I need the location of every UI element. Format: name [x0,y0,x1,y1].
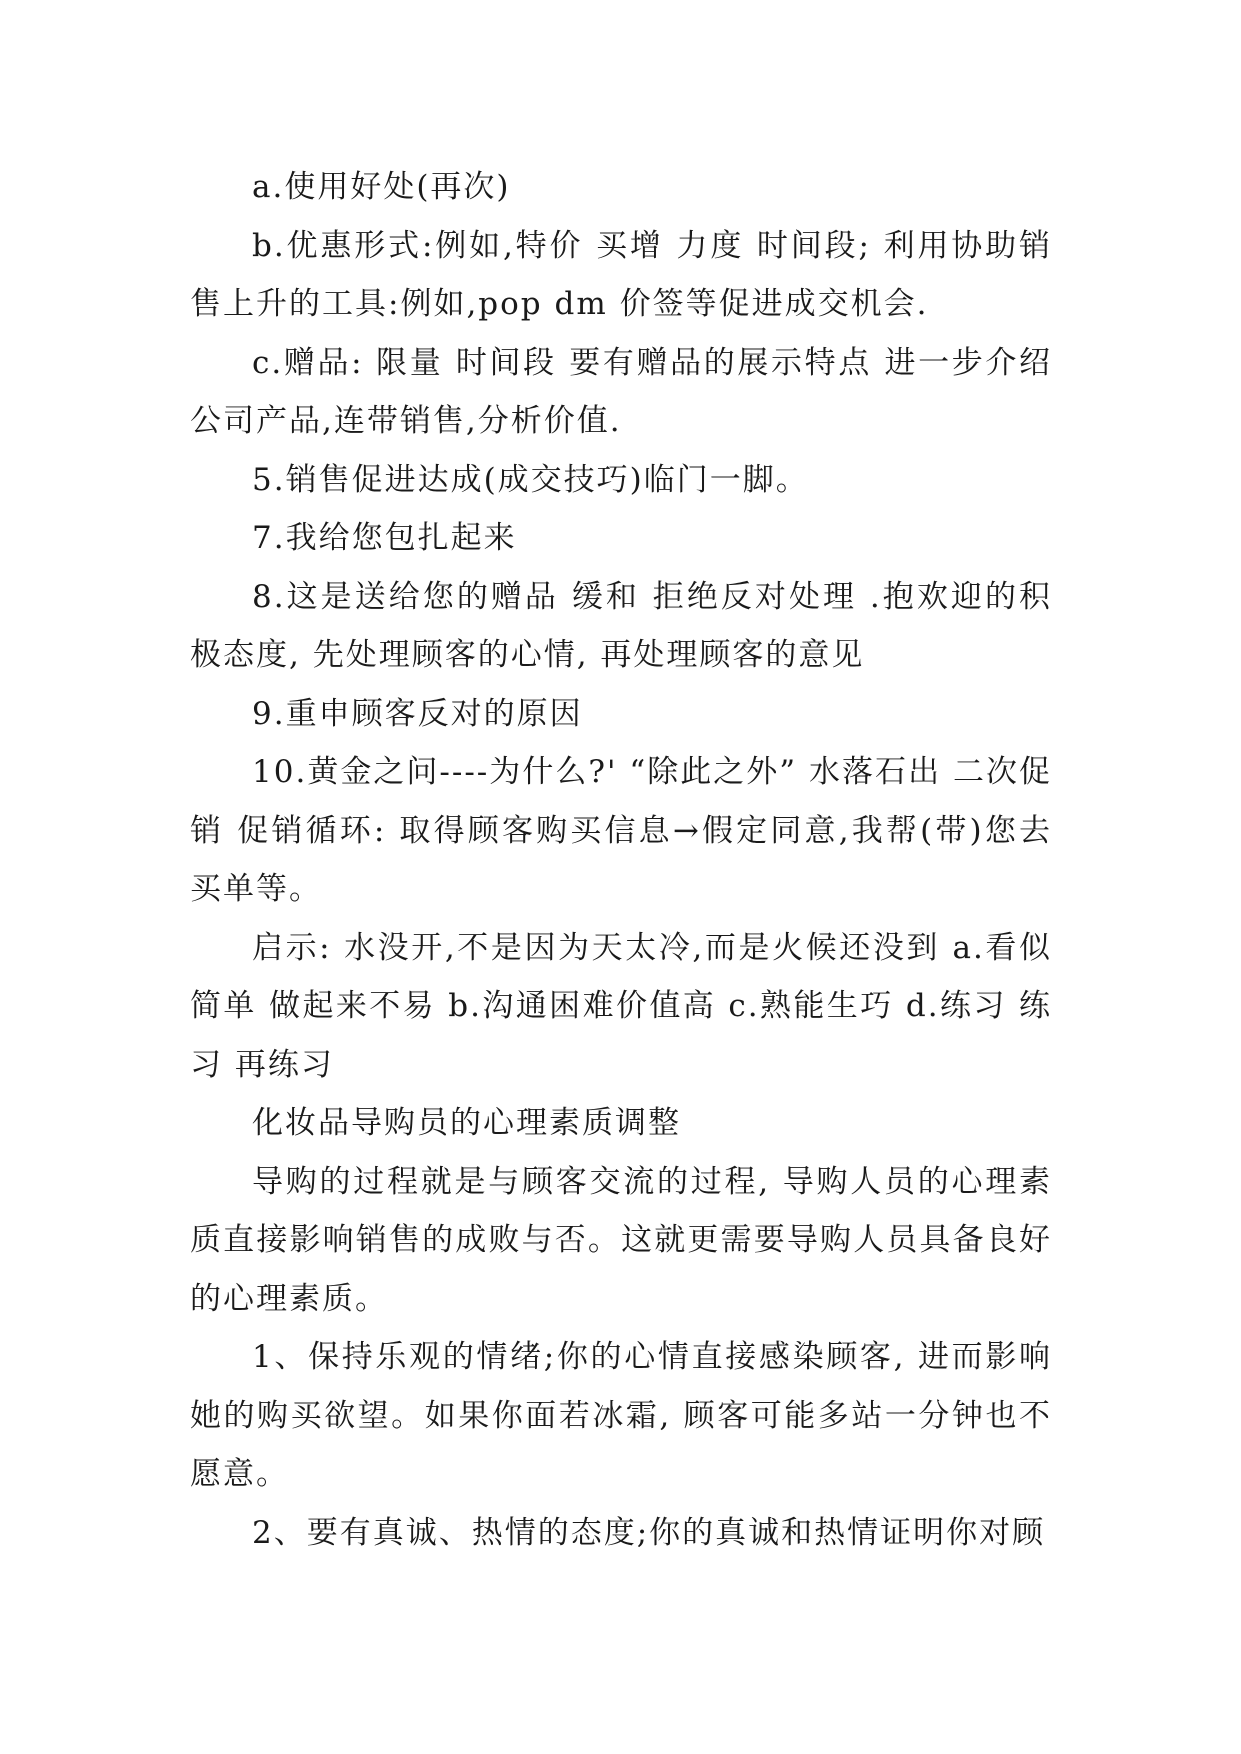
paragraph-sincerity: 2、要有真诚、热情的态度;你的真诚和热情证明你对顾 [252,1514,1046,1551]
document-body [190,158,1052,1562]
paragraph-restate-objection: 9.重申顾客反对的原因 [252,695,583,732]
paragraph-wrap-up: 7.我给您包扎起来 [252,520,517,556]
paragraph-objection-handling: 8.这是送给您的赠品 缓和 拒绝反对处理 .抱欢迎的积极态度, 先处理顾客的心情, 再处理顾客的意见 [190,578,1052,673]
paragraph-intro: 导购的过程就是与顾客交流的过程, 导购人员的心理素质直接影响销售的成败与否。这就更需要导购人员具备良好的心理素质。 [190,1163,1052,1317]
paragraph-optimism: 1、保持乐观的情绪;你的心情直接感染顾客, 进而影响她的购买欲望。如果你面若冰霜, 顾客可能多站一分钟也不愿意。 [190,1339,1052,1492]
paragraph-insight: 启示: 水没开,不是因为天太冷,而是火候还没到 a.看似简单 做起来不易 b.沟通困难价值高 c.熟能生巧 d.练习 练习 再练习 [190,929,1052,1083]
paragraph-usage-benefits: a.使用好处(再次) [252,169,511,205]
paragraph-closing-technique: 5.销售促进达成(成交技巧)临门一脚。 [252,461,809,498]
paragraph-gifts: c.赠品: 限量 时间段 要有赠品的展示特点 进一步介绍公司产品,连带销售,分析价值. [190,344,1052,439]
section-heading: 化妆品导购员的心理素质调整 [252,1105,681,1141]
paragraph-discount-forms: b.优惠形式:例如,特价 买增 力度 时间段; 利用协助销售上升的工具:例如,pop dm 价签等促进成交机会. [190,227,1052,322]
paragraph-golden-question: 10.黄金之问----为什么?' “除此之外” 水落石出 二次促销 促销循环: 取得顾客购买信息→假定同意,我帮(带)您去买单等。 [190,754,1052,907]
